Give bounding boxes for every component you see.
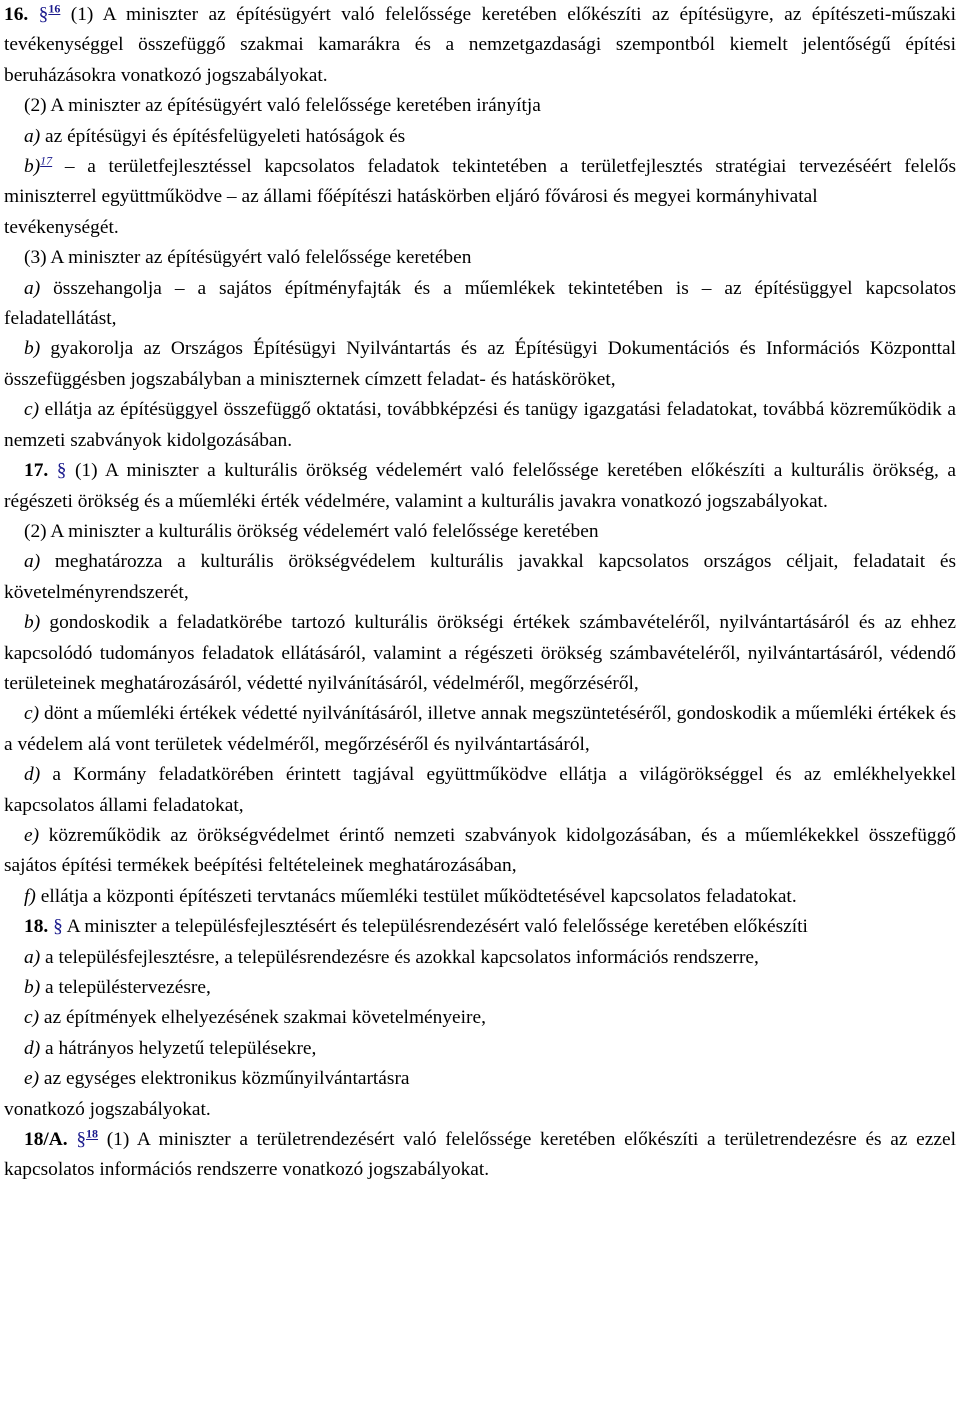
section-18-point-b xyxy=(4,973,956,1003)
point-text: ellátja a központi építészeti tervtanács műemléki testület működtetésével kapcsolatos feladatokat. xyxy=(35,885,797,907)
section-16-paragraph-1 xyxy=(4,0,956,91)
section-17-point-c xyxy=(4,699,956,760)
footnote-link-16[interactable]: 16 xyxy=(48,1,61,16)
point-text: a településtervezésre, xyxy=(40,977,211,998)
point-letter: a) xyxy=(24,277,41,299)
point-letter: d) xyxy=(24,764,41,786)
section-sign-link[interactable]: § xyxy=(53,916,63,938)
section-18-tail xyxy=(4,1095,956,1125)
point-text: meghatározza a kulturális örökségvédelem kulturális javakkal kapcsolatos országos céljait, feladatait és követelményrendszerét, xyxy=(4,551,956,603)
section-sign-link[interactable]: § xyxy=(38,4,49,25)
section-16-p3-point-c xyxy=(4,395,956,456)
point-letter: e) xyxy=(24,1068,40,1090)
point-text: az egységes elektronikus közműnyilvántartásra xyxy=(39,1068,410,1090)
point-text: a hátrányos helyzetű településekre, xyxy=(40,1037,317,1059)
point-text: a településfejlesztésre, a településrendezésre és azokkal kapcsolatos információs rendszerre, xyxy=(40,946,759,968)
section-18-point-a xyxy=(4,943,956,973)
section-18a-paragraph-1 xyxy=(4,1125,956,1186)
point-text: gondoskodik a feladatkörébe tartozó kulturális örökségi értékek számbavételéről, nyilvántartásáról és az ehhez kapcsolódó tudományos feladatok ellátásáról, valamint a régészeti örökség számbavételéről, nyilvántartásáról, védendő területeinek meghatározásáról, védetté nyilvánításáról, védelméről, megőrzéséről, xyxy=(4,612,956,694)
section-17-point-b xyxy=(4,608,956,699)
point-letter: b) xyxy=(24,338,41,360)
paragraph-text: (2) A miniszter a kulturális örökség védelemért való felelőssége keretében xyxy=(24,520,599,542)
section-18-point-e xyxy=(4,1064,956,1094)
section-18-intro xyxy=(4,912,956,942)
paragraph-text: (3) A miniszter az építésügyért való felelőssége keretében xyxy=(24,247,472,269)
section-17-point-a xyxy=(4,547,956,608)
section-18-point-c xyxy=(4,1003,956,1033)
section-16-point-b-tail xyxy=(4,213,956,243)
point-letter: f) xyxy=(24,885,36,907)
paragraph-text: vonatkozó jogszabályokat. xyxy=(4,1098,211,1120)
point-text: gyakorolja az Országos Építésügyi Nyilvántartás és az Építésügyi Dokumentációs és Információs Központtal összefüggésben jogszabályban a miniszternek címzett feladat- és hatásköröket, xyxy=(4,338,956,390)
point-letter: a) xyxy=(24,125,41,147)
section-number: 18. xyxy=(24,916,49,938)
paragraph-text: tevékenységét. xyxy=(4,216,119,238)
section-number: 16. xyxy=(4,4,29,25)
point-text: összehangolja – a sajátos építményfajták és a műemlékek tekintetében is – az építésüggyel kapcsolatos feladatellátást, xyxy=(4,277,956,330)
paragraph-text: (1) A miniszter a területrendezésért való felelőssége keretében előkészíti a területrendezésre és az ezzel kapcsolatos információs rendszerre vonatkozó jogszabályokat. xyxy=(4,1129,956,1181)
section-16-paragraph-3 xyxy=(4,243,956,273)
point-text: közreműködik az örökségvédelmet érintő nemzeti szabványok kidolgozásában, és a műemlékekkel összefüggő sajátos építési termékek beépítési feltételeinek meghatározásában, xyxy=(4,824,956,877)
point-letter: a) xyxy=(24,946,41,968)
point-text: ellátja az építésüggyel összefüggő oktatási, továbbképzési és tanügy igazgatási feladatokat, továbbá közreműködik a nemzeti szabványok kidolgozásában. xyxy=(4,399,956,451)
point-text: az építésügyi és építésfelügyeleti hatóságok és xyxy=(40,125,406,147)
paragraph-text: A miniszter a településfejlesztésért és településrendezésért való felelőssége keretében előkészíti xyxy=(62,916,808,938)
point-text: a Kormány feladatkörében érintett tagjával együttműködve ellátja a világörökséggel és az emlékhelyekkel kapcsolatos állami feladatokat, xyxy=(4,764,956,816)
section-17-point-f xyxy=(4,882,956,912)
point-text: dönt a műemléki értékek védetté nyilvánításáról, illetve annak megszüntetéséről, gondoskodik a műemléki értékek és a védelem alá vont területek védelméről, megőrzéséről és nyilvántartásáról, xyxy=(4,703,956,755)
point-letter: c) xyxy=(24,1007,40,1029)
point-text: az építmények elhelyezésének szakmai követelményeire, xyxy=(39,1007,486,1029)
section-17-paragraph-2 xyxy=(4,517,956,547)
section-18-point-d xyxy=(4,1034,956,1064)
point-letter: b) xyxy=(24,156,41,178)
section-16-paragraph-2 xyxy=(4,91,956,121)
paragraph-text: (1) A miniszter az építésügyért való felelőssége keretében előkészíti az építésügyre, az építészeti-műszaki tevékenységgel összefüggő szakmai kamarákra és a nemzetgazdasági szempontból kiemelt jelentőségű építési beruházásokra vonatkozó jogszabályokat. xyxy=(4,4,956,86)
section-16-p3-point-a xyxy=(4,274,956,335)
point-letter: a) xyxy=(24,551,41,573)
point-letter: c) xyxy=(24,703,40,725)
section-sign-link[interactable]: § xyxy=(76,1129,87,1151)
section-16-p3-point-b xyxy=(4,334,956,395)
point-letter: e) xyxy=(24,824,40,846)
footnote-link-17[interactable]: 17 xyxy=(40,153,53,168)
point-letter: b) xyxy=(24,612,41,634)
point-letter: d) xyxy=(24,1037,41,1059)
section-sign-link[interactable]: § xyxy=(56,460,67,482)
section-number: 17. xyxy=(24,460,49,482)
section-number: 18/A. xyxy=(24,1129,68,1151)
point-text: – a területfejlesztéssel kapcsolatos feladatok tekintetében a területfejlesztés stratégiai tervezéséért felelős miniszterrel együttműködve – az állami főépítészi hatáskörben eljáró fővárosi és megyei kormányhivatal xyxy=(4,156,956,208)
paragraph-text: (2) A miniszter az építésügyért való felelőssége keretében irányítja xyxy=(24,95,541,117)
point-letter: c) xyxy=(24,399,40,421)
section-17-point-e xyxy=(4,821,956,882)
section-16-point-b xyxy=(4,152,956,213)
section-17-point-d xyxy=(4,760,956,821)
section-17-paragraph-1 xyxy=(4,456,956,517)
point-letter: b) xyxy=(24,977,41,998)
paragraph-text: (1) A miniszter a kulturális örökség védelemért való felelőssége keretében előkészíti a kulturális örökség, a régészeti örökség és a műemléki érték védelmére, valamint a kulturális javakra vonatkozó jogszabályokat. xyxy=(4,460,956,512)
footnote-link-18[interactable]: 18 xyxy=(86,1126,99,1141)
section-16-point-a xyxy=(4,122,956,152)
